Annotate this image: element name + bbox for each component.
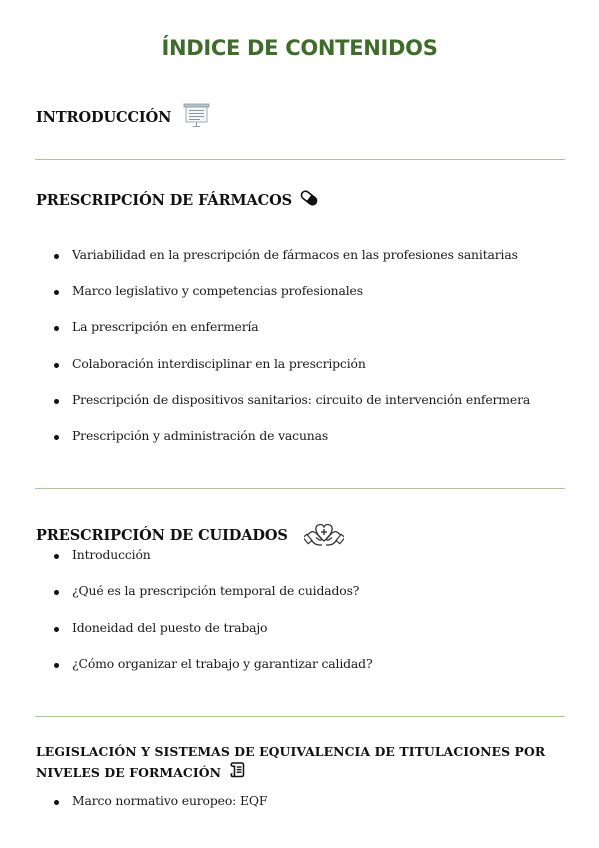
list-item: La prescripción en enfermería	[72, 319, 259, 334]
list-item: Marco normativo europeo: EQF	[72, 793, 268, 808]
list-item: ¿Cómo organizar el trabajo y garantizar calidad?	[72, 656, 373, 671]
section-heading-label: LEGISLACIÓN Y SISTEMAS DE EQUIVALENCIA DE TITULACIONES POR NIVELES DE FORMACIÓN	[36, 744, 546, 780]
section-heading-introduccion	[36, 103, 210, 132]
page-title: ÍNDICE DE CONTENIDOS	[161, 36, 438, 60]
list-item: Prescripción de dispositivos sanitarios: circuito de intervención enfermera	[72, 392, 531, 407]
section-heading-legislacion	[36, 741, 571, 784]
section-heading-label: INTRODUCCIÓN	[36, 109, 172, 126]
list-item: ¿Qué es la prescripción temporal de cuidados?	[72, 583, 360, 598]
list-item: Colaboración interdisciplinar en la prescripción	[72, 356, 366, 371]
section-divider	[35, 716, 565, 717]
law-scroll-icon	[230, 761, 246, 784]
section-heading-prescripcion-farmacos	[36, 189, 319, 211]
pill-icon	[299, 189, 319, 211]
list-item: Variabilidad en la prescripción de fármacos en las profesiones sanitarias	[72, 247, 518, 262]
list-item: Marco legislativo y competencias profesionales	[72, 283, 363, 298]
section-divider	[35, 488, 565, 489]
care-hands-heart-icon	[304, 520, 344, 554]
presentation-board-icon	[183, 103, 210, 132]
section-divider	[35, 159, 565, 160]
list-item: Introducción	[72, 547, 151, 562]
list-item: Idoneidad del puesto de trabajo	[72, 620, 268, 635]
section-heading-label: PRESCRIPCIÓN DE FÁRMACOS	[36, 191, 292, 209]
list-item: Prescripción y administración de vacunas	[72, 428, 329, 443]
section-heading-label: PRESCRIPCIÓN DE CUIDADOS	[36, 526, 288, 544]
